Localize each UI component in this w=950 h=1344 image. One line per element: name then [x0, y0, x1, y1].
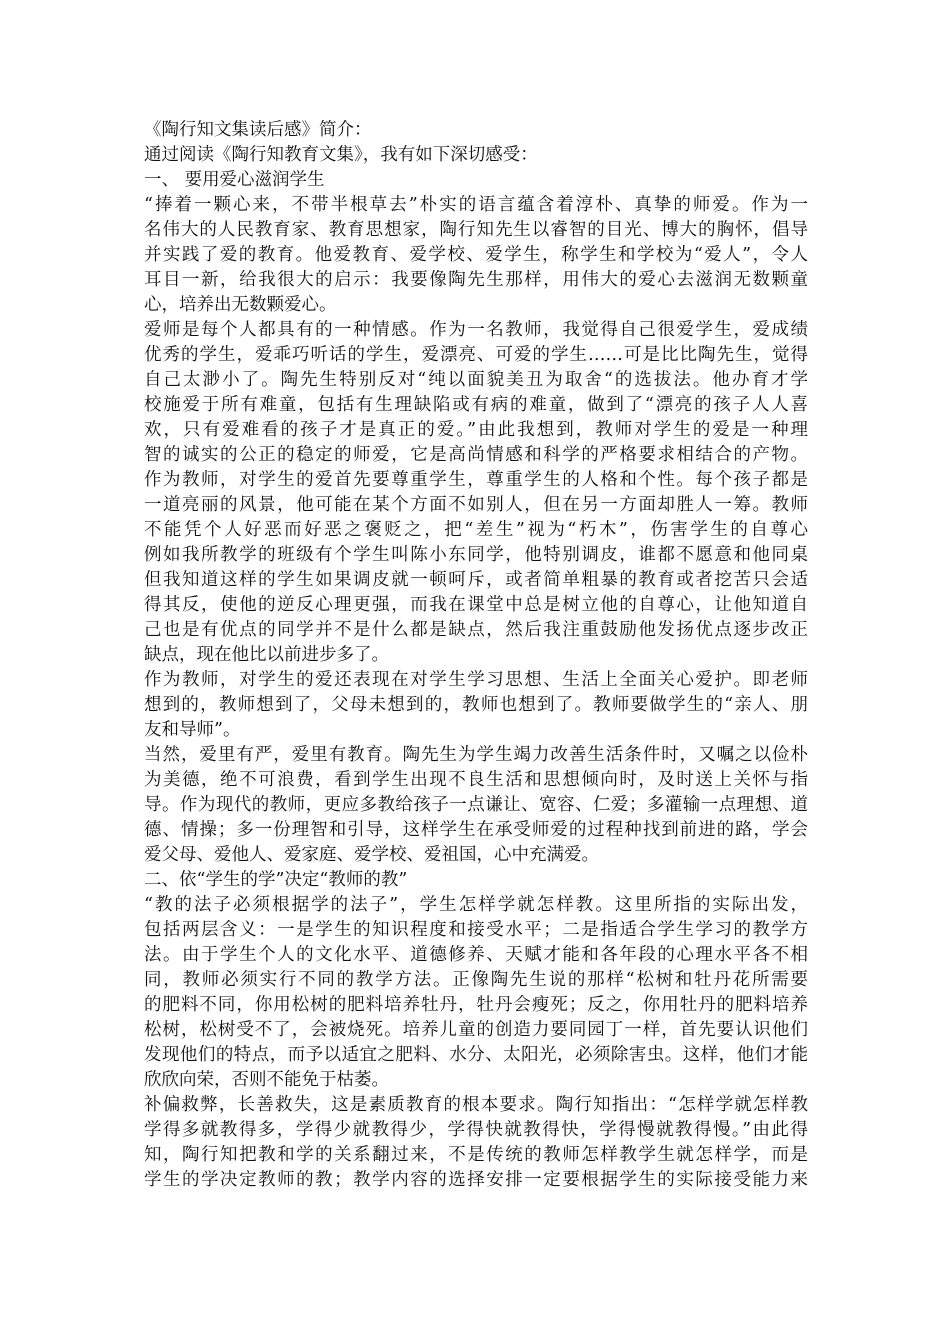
- text-line: 二、依“学生的学”决定“教师的教”: [144, 870, 408, 890]
- text-line: 的肥料不同，你用松树的肥料培养牡丹，牡丹会瘦死；反之，你用牡丹的肥料培养: [144, 995, 808, 1015]
- text-line: 校施爱于所有难童，包括有生理缺陷或有病的难童，做到了“漂亮的孩子人人喜: [144, 395, 808, 415]
- text-line: 包括两层含义：一是学生的知识程度和接受水平；二是指适合学生学习的教学方: [144, 920, 808, 940]
- text-line: 发现他们的特点，而予以适宜之肥料、水分、太阳光，必须除害虫。这样，他们才能: [144, 1045, 808, 1065]
- text-line: “捧着一颗心来，不带半根草去”朴实的语言蕴含着淳朴、真挚的师爱。作为一: [144, 195, 808, 215]
- text-line: 耳目一新，给我很大的启示：我要像陶先生那样，用伟大的爱心去滋润无数颗童: [144, 270, 808, 290]
- text-line: 通过阅读《陶行知教育文集》，我有如下深切感受：: [144, 145, 538, 165]
- text-line: 导。作为现代的教师，更应多教给孩子一点谦让、宽容、仁爱；多灌输一点理想、道: [144, 795, 808, 815]
- text-line: 不能凭个人好恶而好恶之褒贬之，把“差生”视为“朽木”，伤害学生的自尊心: [144, 520, 808, 540]
- text-line: 同，教师必须实行不同的教学方法。正像陶先生说的那样“松树和牡丹花所需要: [144, 970, 808, 990]
- text-line: 知，陶行知把教和学的关系翻过来，不是传统的教师怎样教学生就怎样学，而是: [144, 1145, 808, 1165]
- text-line: 缺点，现在他比以前进步多了。: [144, 645, 389, 665]
- text-line: 学得多就教得多，学得少就教得少，学得快就教得快，学得慢就教得慢。”由此得: [144, 1120, 808, 1140]
- text-line: 例如我所教学的班级有个学生叫陈小东同学，他特别调皮，谁都不愿意和他同桌: [144, 545, 808, 565]
- text-line: 法。由于学生个人的文化水平、道德修养、天赋才能和各年段的心理水平各不相: [144, 945, 808, 965]
- text-line: 为美德，绝不可浪费，看到学生出现不良生活和思想倾向时，及时送上关怀与指: [144, 770, 808, 790]
- text-line: 当然，爱里有严，爱里有教育。陶先生为学生竭力改善生活条件时，又嘱之以俭朴: [144, 745, 808, 765]
- text-line: 爱父母、爱他人、爱家庭、爱学校、爱祖国，心中充满爱。: [144, 845, 599, 865]
- text-line: 己也是有优点的同学并不是什么都是缺点，然后我注重鼓励他发扬优点逐步改正: [144, 620, 808, 640]
- text-line: 心，培养出无数颗爱心。: [144, 295, 337, 315]
- text-line: 智的诚实的公正的稳定的师爱，它是高尚情感和科学的严格要求相结合的产物。: [144, 445, 808, 465]
- text-line: 友和导师”。: [144, 720, 241, 740]
- text-line: “教的法子必须根据学的法子”，学生怎样学就怎样教。这里所指的实际出发，: [144, 895, 808, 915]
- text-line: 一、 要用爱心滋润学生: [144, 170, 325, 190]
- text-line: 学生的学决定教师的教；教学内容的选择安排一定要根据学生的实际接受能力来: [144, 1170, 808, 1190]
- text-line: 《陶行知文集读后感》简介：: [144, 120, 372, 140]
- text-line: 优秀的学生，爱乖巧听话的学生，爱漂亮、可爱的学生……可是比比陶先生，觉得: [144, 345, 808, 365]
- text-line: 作为教师，对学生的爱首先要尊重学生，尊重学生的人格和个性。每个孩子都是: [144, 470, 808, 490]
- text-line: 得其反，使他的逆反心理更强，而我在课堂中总是树立他的自尊心，让他知道自: [144, 595, 808, 615]
- text-line: 作为教师，对学生的爱还表现在对学生学习思想、生活上全面关心爱护。即老师: [144, 670, 808, 690]
- text-line: 补偏救弊，长善救失，这是素质教育的根本要求。陶行知指出：“怎样学就怎样教: [144, 1095, 808, 1115]
- text-line: 欢，只有爱难看的孩子才是真正的爱。”由此我想到，教师对学生的爱是一种理: [144, 420, 808, 440]
- text-line: 爱师是每个人都具有的一种情感。作为一名教师，我觉得自己很爱学生，爱成绩: [144, 320, 808, 340]
- text-line: 欣欣向荣，否则不能免于枯萎。: [144, 1070, 389, 1090]
- text-line: 想到的，教师想到了，父母未想到的，教师也想到了。教师要做学生的“亲人、朋: [144, 695, 808, 715]
- text-line: 德、情操；多一份理智和引导，这样学生在承受师爱的过程种找到前进的路，学会: [144, 820, 808, 840]
- document-body: [144, 118, 808, 1193]
- text-line: 一道亮丽的风景，他可能在某个方面不如别人，但在另一方面却胜人一筹。教师: [144, 495, 808, 515]
- text-line: 自己太渺小了。陶先生特别反对“纯以面貌美丑为取舍“的选拔法。他办育才学: [144, 370, 808, 390]
- text-line: 松树，松树受不了，会被烧死。培养儿童的创造力要同园丁一样，首先要认识他们: [144, 1020, 808, 1040]
- text-line: 名伟大的人民教育家、教育思想家，陶行知先生以睿智的目光、博大的胸怀，倡导: [144, 220, 808, 240]
- text-line: 并实践了爱的教育。他爱教育、爱学校、爱学生，称学生和学校为“爱人”，令人: [144, 245, 808, 265]
- text-line: 但我知道这样的学生如果调皮就一顿呵斥，或者简单粗暴的教育或者挖苦只会适: [144, 570, 808, 590]
